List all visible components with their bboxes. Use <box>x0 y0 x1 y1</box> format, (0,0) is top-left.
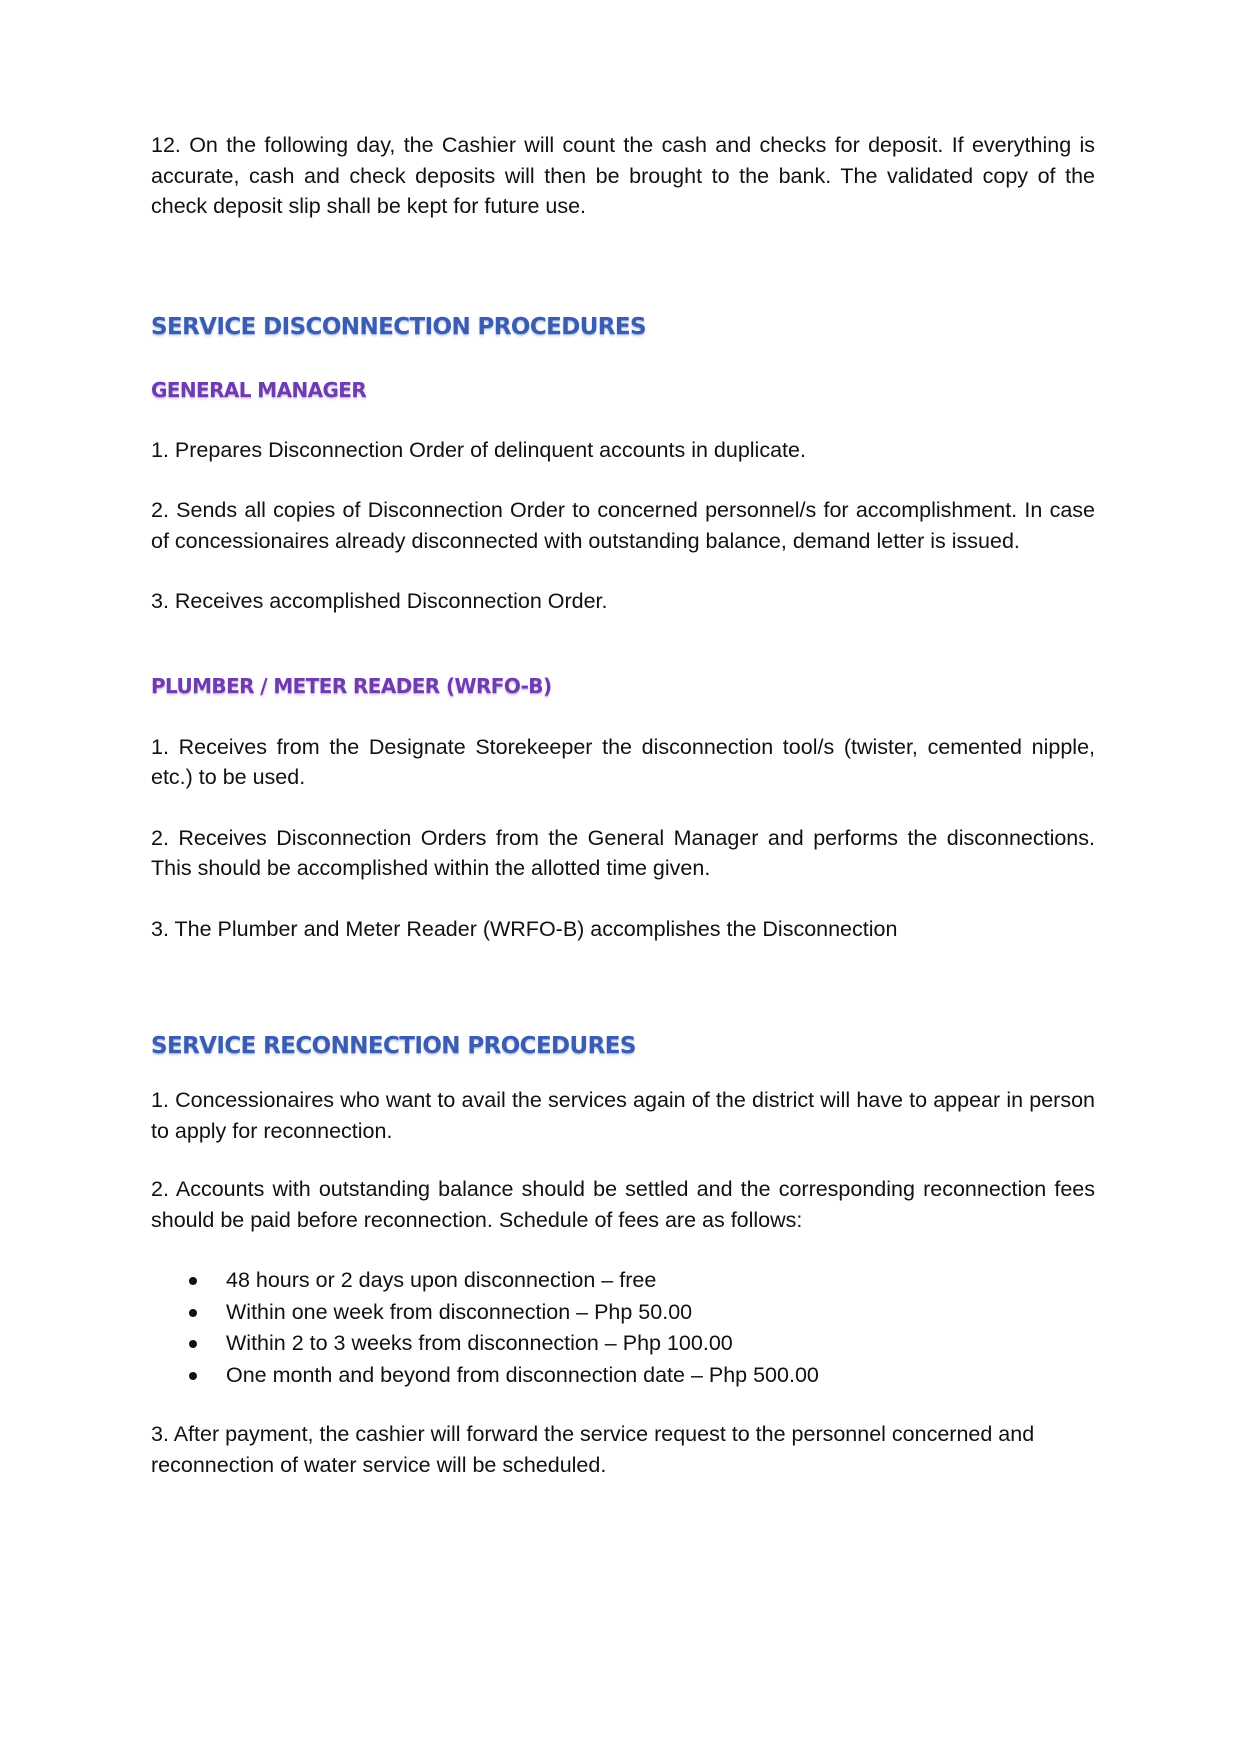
fee-item-text: One month and beyond from disconnection date – Php 500.00 <box>226 1362 819 1387</box>
document-page <box>151 130 1095 1480</box>
gm-step-2: 2. Sends all copies of Disconnection Order to concerned personnel/s for accomplishment. In case of concessionaires already disconnected with outstanding balance, demand letter is issued. <box>151 498 1095 553</box>
bullet-icon <box>189 1309 197 1317</box>
fee-item <box>189 1360 1095 1392</box>
plumber-heading: PLUMBER / METER READER (WRFO-B) <box>151 673 552 698</box>
fee-item <box>189 1328 1095 1360</box>
general-manager-heading: GENERAL MANAGER <box>151 377 367 402</box>
gm-step-3: 3. Receives accomplished Disconnection Order. <box>151 589 608 613</box>
bullet-icon <box>189 1340 197 1348</box>
reconnection-section-title: SERVICE RECONNECTION PROCEDURES <box>151 1033 636 1059</box>
fee-item-text: 48 hours or 2 days upon disconnection – free <box>226 1268 657 1292</box>
plumber-step-1: 1. Receives from the Designate Storekeeper the disconnection tool/s (twister, cemented nipple, etc.) to be used. <box>151 734 1095 789</box>
gm-step-1: 1. Prepares Disconnection Order of delinquent accounts in duplicate. <box>151 437 806 462</box>
plumber-step-3: 3. The Plumber and Meter Reader (WRFO-B) accomplishes the Disconnection <box>151 916 898 941</box>
bullet-icon <box>189 1277 197 1285</box>
fee-schedule-list <box>151 1265 1095 1391</box>
plumber-step-2: 2. Receives Disconnection Orders from the General Manager and performs the disconnections. This should be accomplished within the allotted time given. <box>151 825 1095 880</box>
reconnection-step-3: 3. After payment, the cashier will forward the service request to the personnel concerned and reconnection of water service will be scheduled. <box>151 1422 1035 1477</box>
disconnection-section-title: SERVICE DISCONNECTION PROCEDURES <box>151 313 646 340</box>
reconnection-step-2: 2. Accounts with outstanding balance should be settled and the corresponding reconnection fees should be paid before reconnection. Schedule of fees are as follows: <box>151 1177 1095 1232</box>
fee-item <box>189 1265 1095 1297</box>
bullet-icon <box>189 1372 197 1380</box>
fee-item-text: Within 2 to 3 weeks from disconnection – Php 100.00 <box>226 1331 733 1355</box>
fee-item-text: Within one week from disconnection – Php 50.00 <box>226 1299 693 1324</box>
reconnection-step-1: 1. Concessionaires who want to avail the services again of the district will have to appear in person to apply for reconnection. <box>151 1088 1095 1143</box>
fee-item <box>189 1297 1095 1329</box>
step-12-paragraph: 12. On the following day, the Cashier will count the cash and checks for deposit. If everything is accurate, cash and check deposits will then be brought to the bank. The validated copy of the check deposit slip shall be kept for future use. <box>151 133 1095 218</box>
